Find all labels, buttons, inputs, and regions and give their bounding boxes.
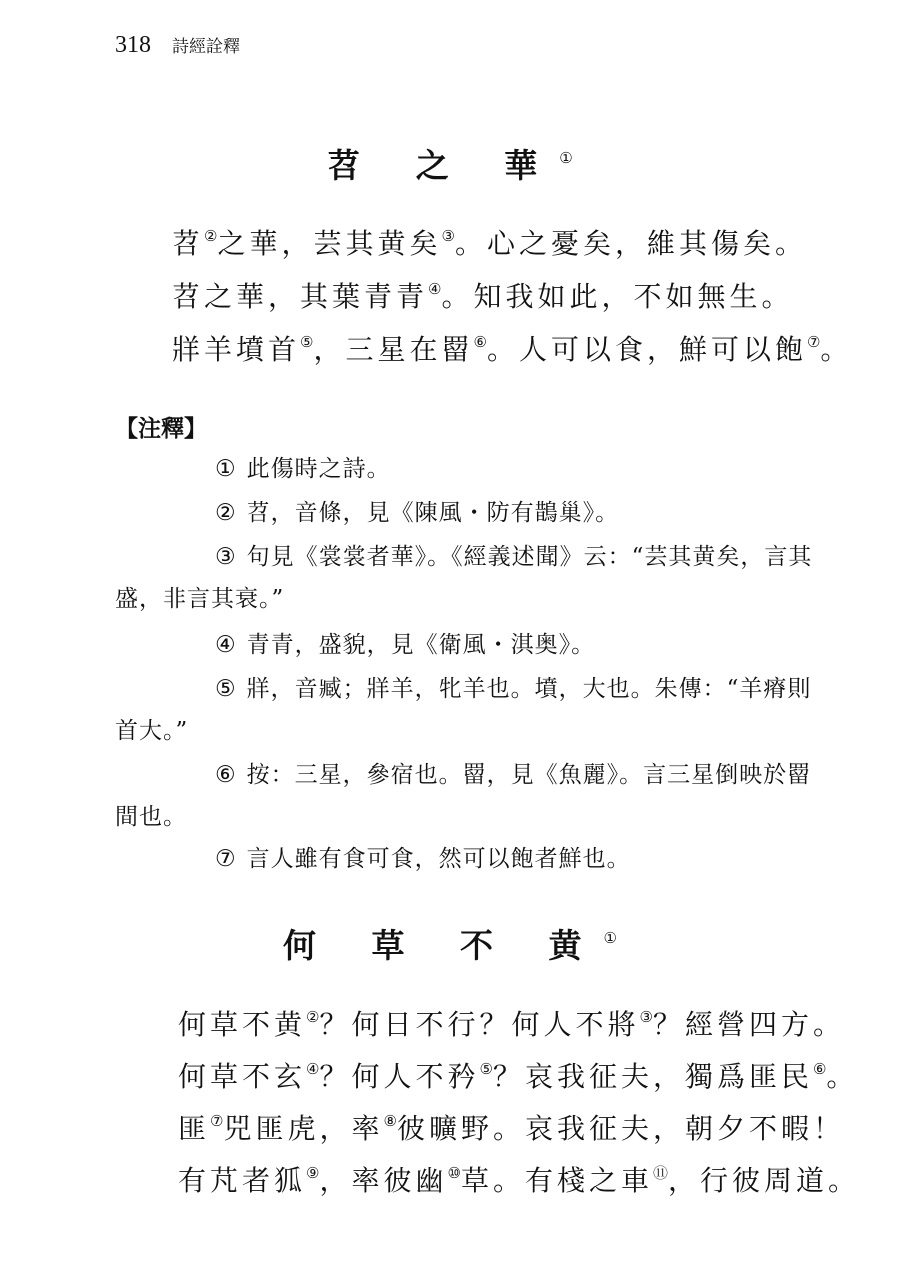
page-number: 318 <box>115 32 151 58</box>
note-text: 青青，盛貌，見《衛風・淇奥》。 <box>246 632 596 658</box>
verse-text: ？哀我征夫，獨爲匪民 <box>492 1060 813 1093</box>
notes-heading: 【注釋】 <box>115 416 207 442</box>
note-number: ① <box>215 456 237 482</box>
poem2-line-3 <box>178 1107 845 1147</box>
page-header <box>115 32 240 59</box>
verse-text: 。 <box>820 333 853 366</box>
footnote-marker: ⑥ <box>812 1060 827 1078</box>
poem-title-2 <box>0 920 900 967</box>
note-item <box>115 754 815 838</box>
note-item <box>115 668 815 752</box>
poem2-line-1 <box>178 1003 845 1043</box>
verse-text: 苕 <box>172 227 205 260</box>
verse-text: ，行彼周道。 <box>667 1164 860 1197</box>
poem2-line-4 <box>178 1159 860 1199</box>
footnote-marker: ① <box>559 149 573 167</box>
note-text: 此傷時之詩。 <box>246 456 391 482</box>
verse-text: ，率彼幽 <box>319 1164 448 1197</box>
footnote-marker: ③ <box>639 1008 653 1026</box>
verse-text: ？經營四方。 <box>652 1008 845 1041</box>
verse-text: ？何人不矜 <box>319 1060 480 1093</box>
note-number: ⑦ <box>215 846 237 872</box>
note-number: ③ <box>215 544 237 570</box>
footnote-marker: ⑦ <box>210 1112 224 1130</box>
note-number: ④ <box>215 632 237 658</box>
note-item <box>115 448 815 490</box>
verse-text: 何草不玄 <box>178 1060 307 1093</box>
verse-text: 草。有棧之車 <box>460 1164 653 1197</box>
footnote-marker: ⑥ <box>473 333 487 351</box>
footnote-marker: ⑨ <box>306 1164 320 1182</box>
poem-title-text: 何 草 不 黄 <box>283 926 604 965</box>
footnote-marker: ⑪ <box>652 1164 668 1182</box>
poem2-line-2 <box>178 1055 858 1095</box>
footnote-marker: ② <box>306 1008 320 1026</box>
poem-title-1 <box>0 140 900 187</box>
note-number: ② <box>215 500 237 526</box>
verse-text: ，三星在罶 <box>313 333 474 366</box>
verse-text: 有芃者狐 <box>178 1164 307 1197</box>
note-text: 牂，音臧；牂羊，牝羊也。墳，大也。朱傳：“羊瘠則首大。” <box>115 676 812 744</box>
verse-text: 牂羊墳首 <box>172 333 301 366</box>
note-number: ⑥ <box>215 762 237 788</box>
verse-text: 彼曠野。哀我征夫，朝夕不暇！ <box>396 1112 845 1145</box>
running-title: 詩經詮釋 <box>172 37 240 57</box>
verse-text: 何草不黄 <box>178 1008 307 1041</box>
poem1-line-3 <box>172 328 852 368</box>
note-text: 按：三星，參宿也。罶，見《魚麗》。言三星倒映於罶間也。 <box>115 762 812 830</box>
footnote-marker: ③ <box>441 227 455 245</box>
note-text: 句見《裳裳者華》。《經義述聞》云：“芸其黄矣，言其盛，非言其衰。” <box>115 544 813 612</box>
poem1-line-1 <box>172 222 807 262</box>
verse-text: 之華，芸其黄矣 <box>217 227 442 260</box>
verse-text: 兕匪虎，率 <box>223 1112 384 1145</box>
footnote-marker: ⑩ <box>447 1164 461 1182</box>
footnote-marker: ② <box>204 227 218 245</box>
footnote-marker: ④ <box>428 280 442 298</box>
footnote-marker: ④ <box>306 1060 320 1078</box>
footnote-marker: ⑦ <box>806 333 821 351</box>
verse-text: 。知我如此，不如無生。 <box>441 280 794 313</box>
poem-title-text: 苕 之 華 <box>327 146 560 185</box>
verse-text: 匪 <box>178 1112 211 1145</box>
note-number: ⑤ <box>215 676 237 702</box>
verse-text: 。心之憂矣，維其傷矣。 <box>454 227 807 260</box>
poem1-line-2 <box>172 275 793 315</box>
verse-text: ？何日不行？何人不將 <box>319 1008 640 1041</box>
footnote-marker: ⑤ <box>300 333 314 351</box>
footnote-marker: ⑤ <box>479 1060 493 1078</box>
verse-text: 苕之華，其葉青青 <box>172 280 429 313</box>
footnote-marker: ① <box>603 929 617 947</box>
verse-text: 。人可以食，鮮可以飽 <box>486 333 807 366</box>
note-item <box>115 838 815 880</box>
note-item <box>115 492 815 534</box>
note-text: 苕，音條，見《陳風・防有鵲巢》。 <box>246 500 620 526</box>
note-item <box>115 624 815 666</box>
footnote-marker: ⑧ <box>383 1112 397 1130</box>
note-item <box>115 536 815 620</box>
note-text: 言人雖有食可食，然可以飽者鮮也。 <box>246 846 631 872</box>
verse-text: 。 <box>826 1060 859 1093</box>
